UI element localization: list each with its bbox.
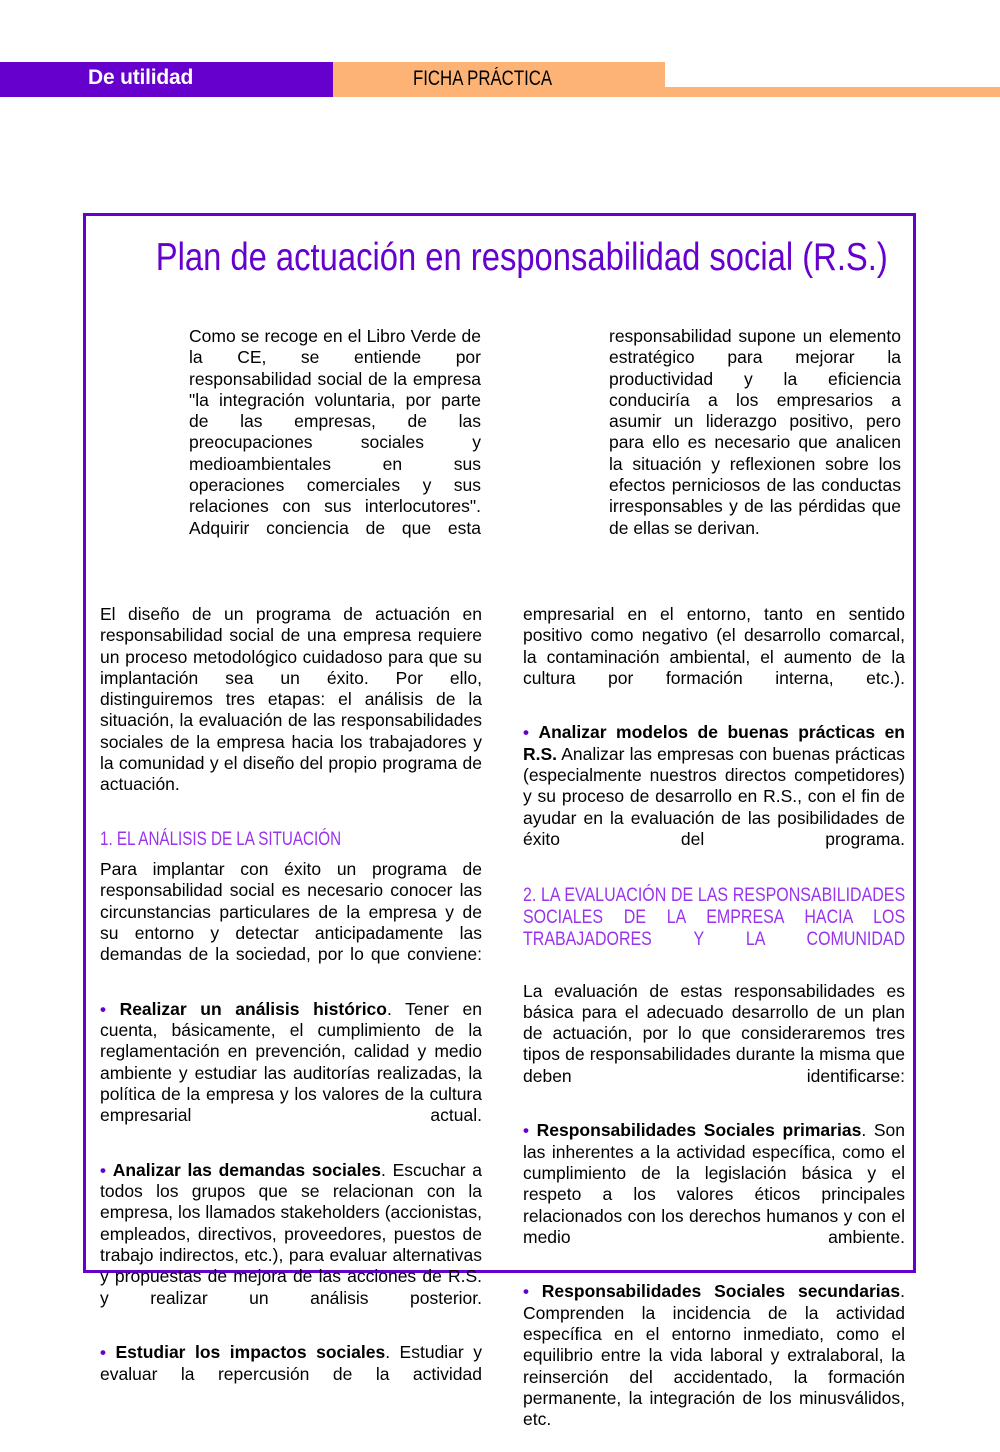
bullet-marker: • xyxy=(523,1282,529,1302)
intro-text-left: Como se recoge en el Libro Verde de la CE, se entiende por responsabilidad social de la empresa "la integración voluntaria, por parte de las empresas, de las preocupaciones sociales y medioambientales en sus operaciones comerciales y sus relaciones con sus interlocutores". Adquirir conciencia de que esta xyxy=(189,326,481,538)
bullet-body: . Son las inherentes a la actividad específica, como el cumplimiento de la legislación básica y el respeto a los valores éticos principales relacionados con los derechos humanos y con el medio ambiente. xyxy=(523,1120,905,1247)
section-label: De utilidad xyxy=(88,66,194,89)
page-title-text: Plan de actuación en responsabilidad social (R.S.) xyxy=(155,236,888,279)
left-intro-paragraph: El diseño de un programa de actuación en responsabilidad social de una empresa requiere un proceso metodológico cuidadoso para que su implantación sea un éxito. Por ello, distinguiremos tres etapas: el análisis de la situación, la evaluación de las responsabilidades sociales de la empresa hacia los trabajadores y la comunidad y el diseño del propio programa de actuación. xyxy=(100,604,482,795)
bullet-marker: • xyxy=(523,1121,529,1141)
bullet-marker: • xyxy=(100,999,106,1019)
bullet-item xyxy=(100,1160,482,1330)
kicker-bar-strip xyxy=(665,87,1000,97)
page-header xyxy=(0,62,1000,104)
bullet-body: Analizar las empresas con buenas prácticas (especialmente nuestros directos competidores) y su proceso de desarrollo en R.S., con el fin de ayudar en la evaluación de las posibilidades de éxito del programa. xyxy=(523,743,905,849)
bullet-item xyxy=(100,999,482,1148)
bullet-lead: Estudiar los impactos sociales xyxy=(115,1342,386,1363)
bullet-body: . Comprenden la incidencia de la actividad específica en el entorno inmediato, como el equilibrio entre la vida laboral y extralaboral, la reinserción del accidentado, la formación permanente, la integración de los minusválidos, etc. xyxy=(523,1281,905,1430)
section1-paragraph: Para implantar con éxito un programa de responsabilidad social es necesario conocer las circunstancias particulares de la empresa y de su entorno y detectar anticipadamente las demandas de la sociedad, por lo que conviene: xyxy=(100,858,482,965)
intro-block xyxy=(189,326,899,561)
section2-paragraph: La evaluación de estas responsabilidades es básica para el adecuado desarrollo de un plan de actuación, por lo que consideraremos tres tipos de responsabilidades durante la misma que deben identificarse: xyxy=(523,980,905,1086)
bullet-marker: • xyxy=(100,1343,106,1363)
section-heading-1 xyxy=(100,829,482,850)
intro-column-left xyxy=(189,326,481,560)
intro-text-right: responsabilidad supone un elemento estratégico para mejorar la productividad y la eficiencia conduciría a los empresarios a asumir un liderazgo positivo, pero para ello es necesario que analicen la situación y reflexionen sobre los efectos perniciosos de las conductas irresponsables y de las pérdidas que de ellas se derivan. xyxy=(609,326,901,538)
bullet-body: . Escuchar a todos los grupos que se relacionan con la empresa, los llamados stakeholders (accionistas, empleados, directivos, proveedores, puestos de trabajo indirectos, etc.), para evaluar alternativas y propuestas de mejora de las acciones de R.S. y realizar un análisis posterior. xyxy=(100,1159,482,1308)
bullet-item xyxy=(523,1120,905,1269)
bullet-lead: Realizar un análisis histórico xyxy=(119,998,387,1019)
bullet-lead: Responsabilidades Sociales secundarias xyxy=(541,1281,901,1302)
bullet-item xyxy=(523,1281,905,1451)
section-heading-2: 2. LA EVALUACIÓN DE LAS RESPONSABILIDADES SOCIALES DE LA EMPRESA HACIA LOS TRABAJADORES Y LA COMUNIDAD xyxy=(523,883,906,950)
bullet-item xyxy=(523,722,905,871)
bullet-marker: • xyxy=(523,723,529,743)
article-container xyxy=(83,213,916,1430)
kicker-label: FICHA PRÁCTICA xyxy=(413,67,553,90)
page-title xyxy=(86,236,913,280)
bullet-body: . Tener en cuenta, básicamente, el cumplimiento de la reglamentación en prevención, calidad y medio ambiente y estudiar las auditorías realizadas, la política de la empresa y los valores de la cultura empresarial actual. xyxy=(100,998,482,1126)
body-column-right xyxy=(523,604,905,1452)
bullet-lead: Analizar modelos de buenas prácticas en R.S. xyxy=(523,722,905,764)
intro-column-right xyxy=(609,326,901,539)
body-column-left xyxy=(100,604,482,1406)
bullet-body: . Estudiar y evaluar la repercusión de la actividad xyxy=(100,1342,482,1384)
bullet-lead: Responsabilidades Sociales primarias xyxy=(536,1120,862,1141)
right-continuation-paragraph: empresarial en el entorno, tanto en sentido positivo como negativo (el desarrollo comarcal, la contaminación ambiental, el aumento de la cultura por formación interna, etc.). xyxy=(523,604,905,688)
bullet-lead: Analizar las demandas sociales xyxy=(112,1159,381,1180)
bullet-item xyxy=(100,1342,482,1406)
section-heading-1-text: 1. EL ANÁLISIS DE LA SITUACIÓN xyxy=(100,828,342,850)
bullet-marker: • xyxy=(100,1160,106,1180)
